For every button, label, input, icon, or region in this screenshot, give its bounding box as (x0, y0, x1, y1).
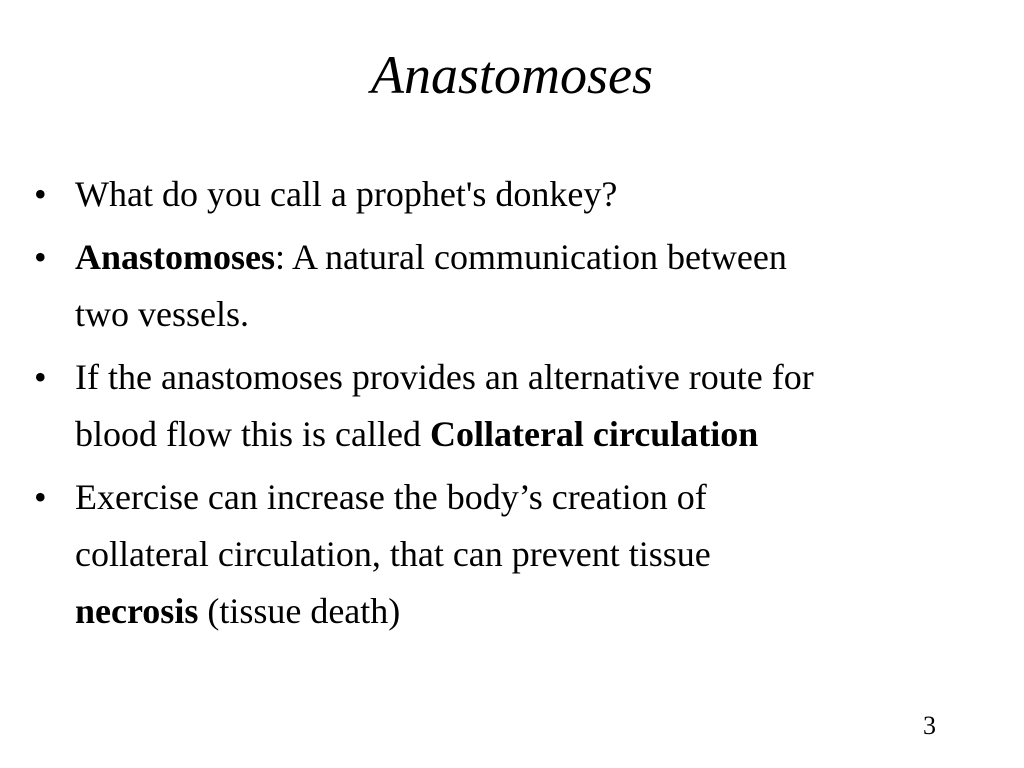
bullet-item (0, 349, 1024, 463)
bullet-text-line: two vessels. (75, 294, 249, 334)
bullet-icon: • (34, 237, 47, 277)
bullet-text: What do you call a prophet's donkey? (75, 174, 618, 214)
bold-term: necrosis (75, 591, 199, 631)
bullet-text-line (75, 406, 1014, 463)
bullet-text-segment: (tissue death) (198, 591, 401, 631)
bullet-icon: • (34, 174, 47, 214)
bullet-text-line: Exercise can increase the body’s creation of (75, 477, 707, 517)
bold-term: Collateral circulation (429, 414, 759, 454)
bold-term: Anastomoses (75, 237, 276, 277)
bullet-item (0, 469, 1024, 640)
bullet-item (0, 229, 1024, 343)
page-number: 3 (923, 711, 936, 740)
bullet-item (0, 166, 1024, 223)
bullet-text-line: collateral circulation, that can prevent tissue (75, 534, 711, 574)
bullet-text-line: If the anastomoses provides an alternative route for (75, 357, 814, 397)
bullet-text-line (75, 583, 1014, 640)
bullet-text-segment: blood flow this is called (75, 414, 430, 454)
bullet-icon: • (34, 357, 47, 397)
bullet-icon: • (34, 477, 47, 517)
slide-title: Anastomoses (371, 45, 653, 105)
bullet-text-line (75, 229, 1014, 286)
bullet-text-segment: : A natural communication between (275, 237, 787, 277)
bullet-list (0, 166, 1024, 646)
